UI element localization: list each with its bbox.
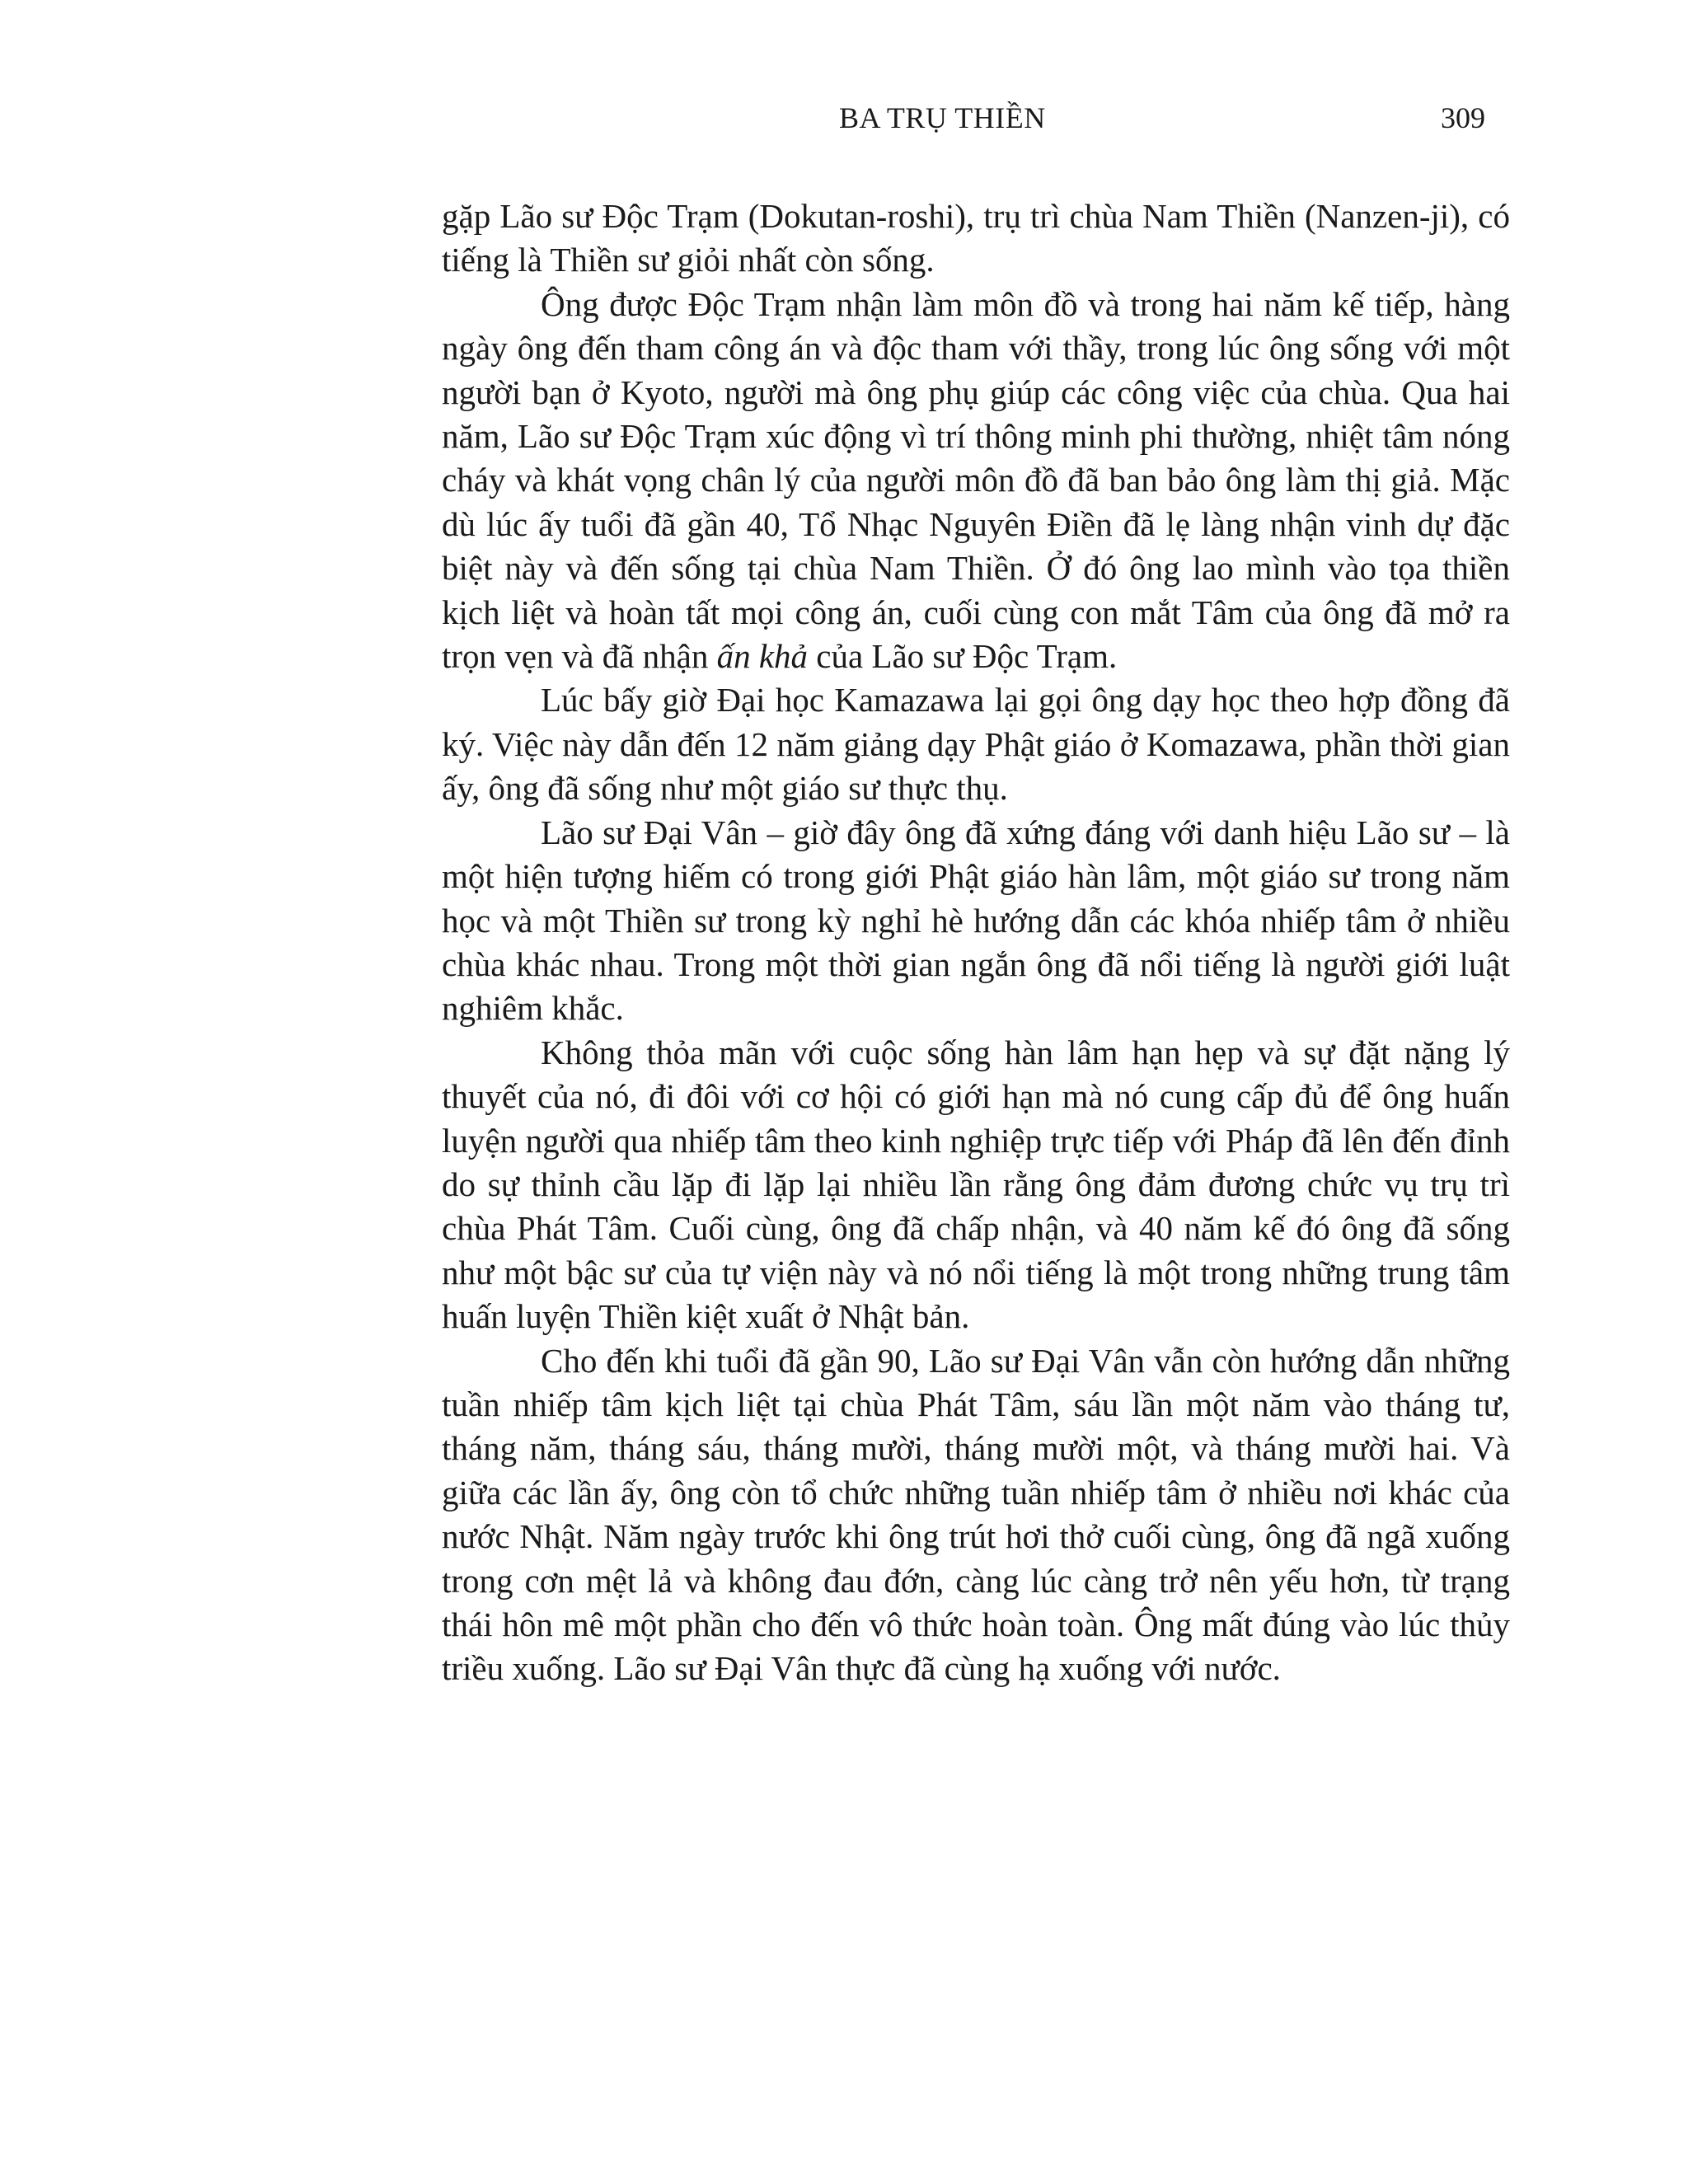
paragraph-becoming-attendant (442, 283, 1510, 679)
paragraph-abbot-hosshin-ji: Không thỏa mãn với cuộc sống hàn lâm hạn hẹp và sự đặt nặng lý thuyết của nó, đi đôi với cơ hội có giới hạn mà nó cung cấp đủ để ông huấn luyện người qua nhiếp tâm theo kinh nghiệp trực tiếp với Pháp đã lên đến đỉnh do sự thỉnh cầu lặp đi lặp lại nhiều lần rằng ông đảm đương chức vụ trụ trì chùa Phát Tâm. Cuối cùng, ông đã chấp nhận, và 40 năm kế đó ông đã sống như một bậc sư của tự viện này và nó nổi tiếng là một trong những trung tâm huấn luyện Thiền kiệt xuất ở Nhật bản. (442, 1033, 1510, 1336)
paragraph-text-after-emphasis: của Lão sư Độc Trạm. (808, 637, 1118, 676)
running-title: BA TRỤ THIỀN (839, 101, 1046, 134)
paragraph-komazawa-teaching: Lúc bấy giờ Đại học Kamazawa lại gọi ông dạy học theo hợp đồng đã ký. Việc này dẫn đến 12 năm giảng dạy Phật giáo ở Komazawa, phần thời gian ấy, ông đã sống như một giáo sư thực thụ. (442, 681, 1510, 808)
running-header (0, 97, 1688, 138)
body-text (442, 194, 1510, 1691)
paragraph-final-years: Cho đến khi tuổi đã gần 90, Lão sư Đại Vân vẫn còn hướng dẫn những tuần nhiếp tâm kịch liệt tại chùa Phát Tâm, sáu lần một năm vào tháng tư, tháng năm, tháng sáu, tháng mười, tháng mười một, và tháng mười hai. Và giữa các lần ấy, ông còn tổ chức những tuần nhiếp tâm ở nhiều nơi khác của nước Nhật. Năm ngày trước khi ông trút hơi thở cuối cùng, ông đã ngã xuống trong cơn mệt lả và không đau đớn, càng lúc càng trở nên yếu hơn, từ trạng thái hôn mê một phần cho đến vô thức hoàn toàn. Ông mất đúng vào lúc thủy triều xuống. Lão sư Đại Vân thực đã cùng hạ xuống với nước. (442, 1341, 1510, 1688)
paragraph-continuation: gặp Lão sư Độc Trạm (Dokutan-roshi), trụ trì chùa Nam Thiền (Nanzen-ji), có tiếng là Thiền sư giỏi nhất còn sống. (442, 197, 1510, 279)
page-number: 309 (1441, 101, 1485, 134)
paragraph-text-before-emphasis: Ông được Độc Trạm nhận làm môn đồ và trong hai năm kế tiếp, hàng ngày ông đến tham công án và độc tham với thầy, trong lúc ông sống với một người bạn ở Kyoto, người mà ông phụ giúp các công việc của chùa. Qua hai năm, Lão sư Độc Trạm xúc động vì trí thông minh phi thường, nhiệt tâm nóng cháy và khát vọng chân lý của người môn đồ đã ban bảo ông làm thị giả. Mặc dù lúc ấy tuổi đã gần 40, Tổ Nhạc Nguyên Điền đã lẹ làng nhận vinh dự đặc biệt này và đến sống tại chùa Nam Thiền. Ở đó ông lao mình vào tọa thiền kịch liệt và hoàn tất mọi công án, cuối cùng con mắt Tâm của ông đã mở ra trọn vẹn và đã nhận (442, 284, 1510, 676)
paragraph-roshi-title: Lão sư Đại Vân – giờ đây ông đã xứng đáng với danh hiệu Lão sư – là một hiện tượng hiếm có trong giới Phật giáo hàn lâm, một giáo sư trong năm học và một Thiền sư trong kỳ nghỉ hè hướng dẫn các khóa nhiếp tâm ở nhiều chùa khác nhau. Trong một thời gian ngắn ông đã nổi tiếng là người giới luật nghiêm khắc. (442, 813, 1510, 1028)
emphasized-term: ấn khả (716, 637, 809, 676)
